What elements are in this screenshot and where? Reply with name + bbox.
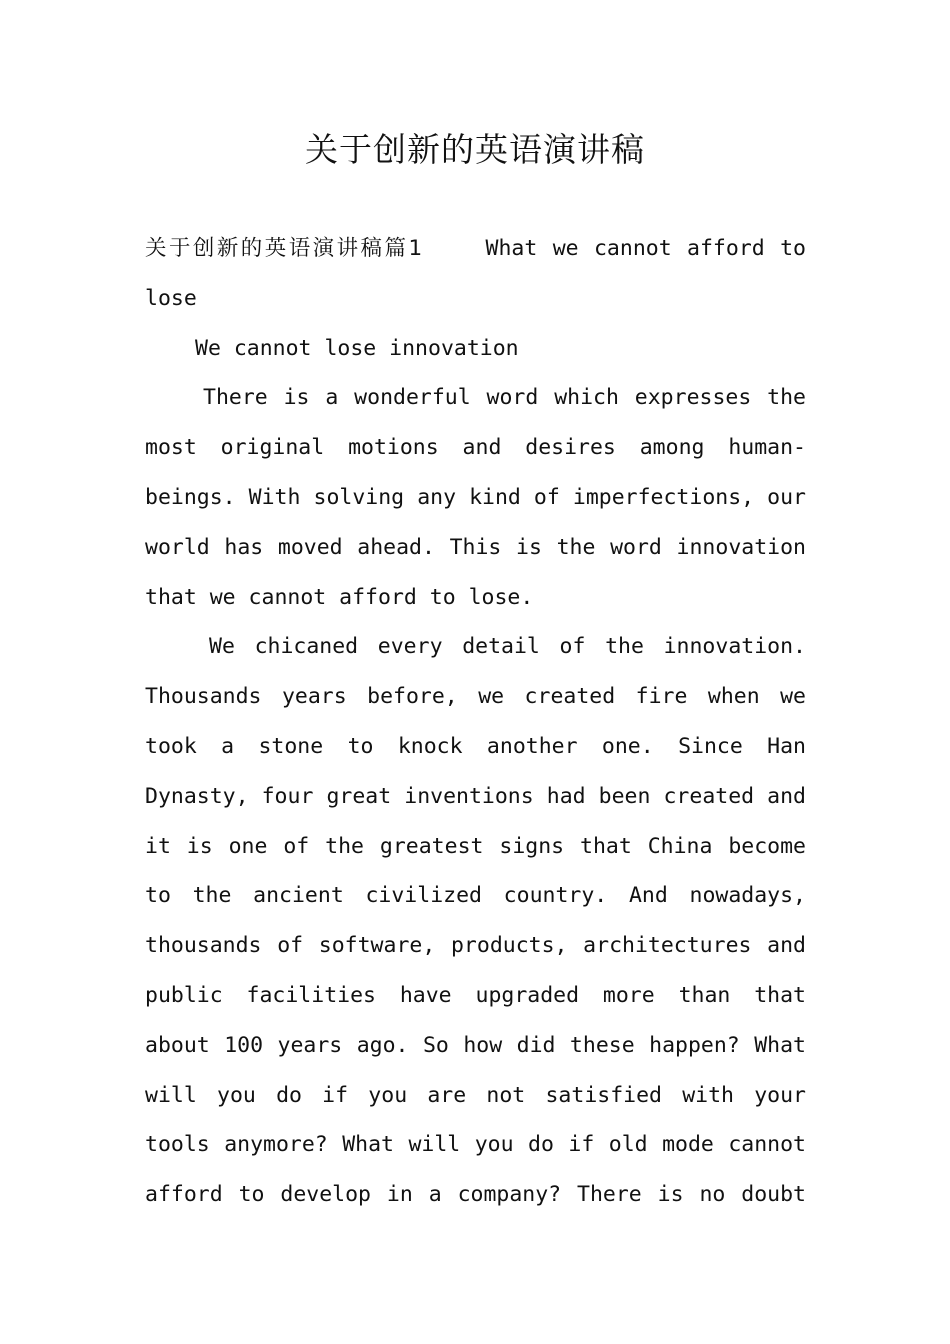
text-line-segment: What we cannot afford to [485,236,806,261]
text-line: Dynasty, four great inventions had been created and [145,783,806,809]
text-line: world has moved ahead. This is the word innovation [145,534,806,560]
text-line: tools anymore? What will you do if old mode cannot [145,1132,806,1158]
text-line: We chicaned every detail of the innovation. [209,634,806,660]
text-line: it is one of the greatest signs that China become [145,833,806,859]
text-line: most original motions and desires among human- [145,435,806,461]
text-line: about 100 years ago. So how did these happen? What [145,1032,806,1058]
text-line [145,224,806,274]
text-line: public facilities have upgraded more than that [145,982,806,1008]
text-line: beings. With solving any kind of imperfections, our [145,484,806,510]
text-line: thousands of software, products, architectures and [145,933,806,959]
text-line: took a stone to knock another one. Since Han [145,733,806,759]
text-line: Thousands years before, we created fire when we [145,684,806,710]
text-line: lose [145,285,197,311]
text-line: We cannot lose innovation [195,335,519,361]
document-body [145,224,806,1220]
text-line: that we cannot afford to lose. [145,584,534,610]
document-title: 关于创新的英语演讲稿 [305,130,645,169]
text-line: to the ancient civilized country. And nowadays, [145,883,806,909]
section-heading: 关于创新的英语演讲稿篇1 [145,236,423,261]
text-line: There is a wonderful word which expresses the [203,385,806,411]
text-line: will you do if you are not satisfied with your [145,1082,806,1108]
text-line: afford to develop in a company? There is no doubt [145,1182,806,1208]
